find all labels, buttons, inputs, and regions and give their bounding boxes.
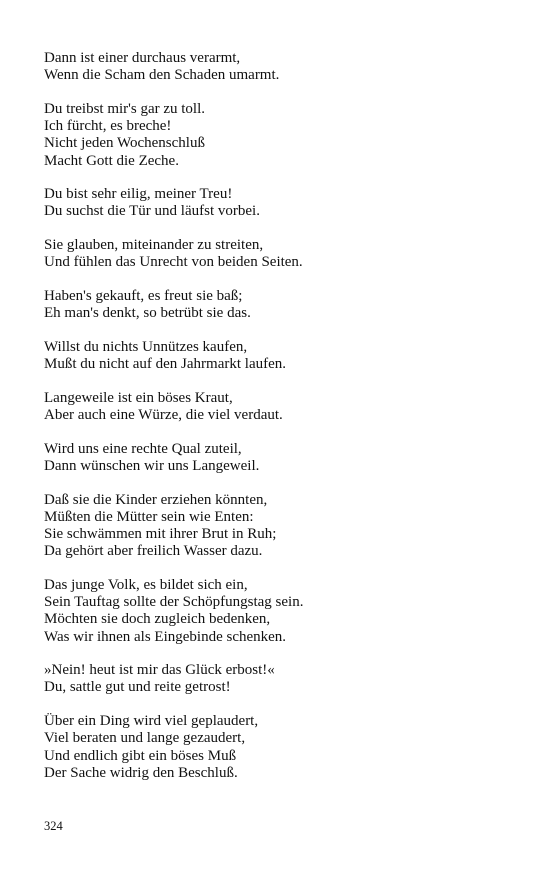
stanza — [44, 50, 514, 84]
stanza — [44, 492, 514, 561]
verse-line: Der Sache widrig den Beschluß. — [44, 764, 238, 781]
verse-line: Wenn die Scham den Schaden umarmt. — [44, 67, 280, 84]
verse-line: Müßten die Mütter sein wie Enten: — [44, 508, 254, 525]
page-number: 324 — [44, 819, 63, 833]
verse-line: Haben's gekauft, es freut sie baß; — [44, 288, 243, 305]
verse-line: Das junge Volk, es bildet sich ein, — [44, 576, 248, 593]
verse-line: Dann ist einer durchaus verarmt, — [44, 50, 241, 66]
stanza — [44, 390, 514, 424]
verse-line: Nicht jeden Wochenschluß — [44, 135, 205, 152]
verse-line: Eh man's denkt, so betrübt sie das. — [44, 305, 251, 322]
verse-line: Da gehört aber freilich Wasser dazu. — [44, 543, 263, 560]
verse-line: Ich fürcht, es breche! — [44, 118, 172, 135]
verse-line: Sie schwämmen mit ihrer Brut in Ruh; — [44, 526, 277, 543]
verse-line: Was wir ihnen als Eingebinde schenken. — [44, 628, 287, 645]
stanza — [44, 288, 514, 322]
stanza — [44, 237, 514, 271]
verse-line: »Nein! heut ist mir das Glück erbost!« — [44, 662, 275, 679]
verse-line: Über ein Ding wird viel geplaudert, — [44, 713, 259, 730]
verse-line: Mußt du nicht auf den Jahrmarkt laufen. — [44, 356, 287, 373]
stanza — [44, 577, 514, 646]
verse-line: Dann wünschen wir uns Langeweil. — [44, 457, 260, 474]
poem-text — [44, 50, 514, 799]
stanza — [44, 101, 514, 170]
verse-line: Und fühlen das Unrecht von beiden Seiten. — [44, 254, 303, 271]
verse-line: Und endlich gibt ein böses Muß — [44, 747, 237, 764]
verse-line: Wird uns eine rechte Qual zuteil, — [44, 440, 242, 457]
stanza — [44, 441, 514, 475]
verse-line: Aber auch eine Würze, die viel verdaut. — [44, 407, 283, 424]
stanza — [44, 662, 514, 696]
stanza — [44, 186, 514, 220]
verse-line: Viel beraten und lange gezaudert, — [44, 730, 246, 747]
verse-line: Du bist sehr eilig, meiner Treu! — [44, 186, 233, 203]
verse-line: Daß sie die Kinder erziehen könnten, — [44, 491, 268, 508]
verse-line: Möchten sie doch zugleich bedenken, — [44, 611, 271, 628]
verse-line: Du, sattle gut und reite getrost! — [44, 679, 231, 696]
verse-line: Sie glauben, miteinander zu streiten, — [44, 237, 264, 254]
verse-line: Du treibst mir's gar zu toll. — [44, 100, 206, 117]
verse-line: Sein Tauftag sollte der Schöpfungstag sein. — [44, 594, 304, 611]
stanza — [44, 339, 514, 373]
verse-line: Langeweile ist ein böses Kraut, — [44, 389, 233, 406]
verse-line: Willst du nichts Unnützes kaufen, — [44, 338, 248, 355]
verse-line: Du suchst die Tür und läufst vorbei. — [44, 203, 260, 220]
verse-line: Macht Gott die Zeche. — [44, 152, 179, 169]
stanza — [44, 713, 514, 782]
